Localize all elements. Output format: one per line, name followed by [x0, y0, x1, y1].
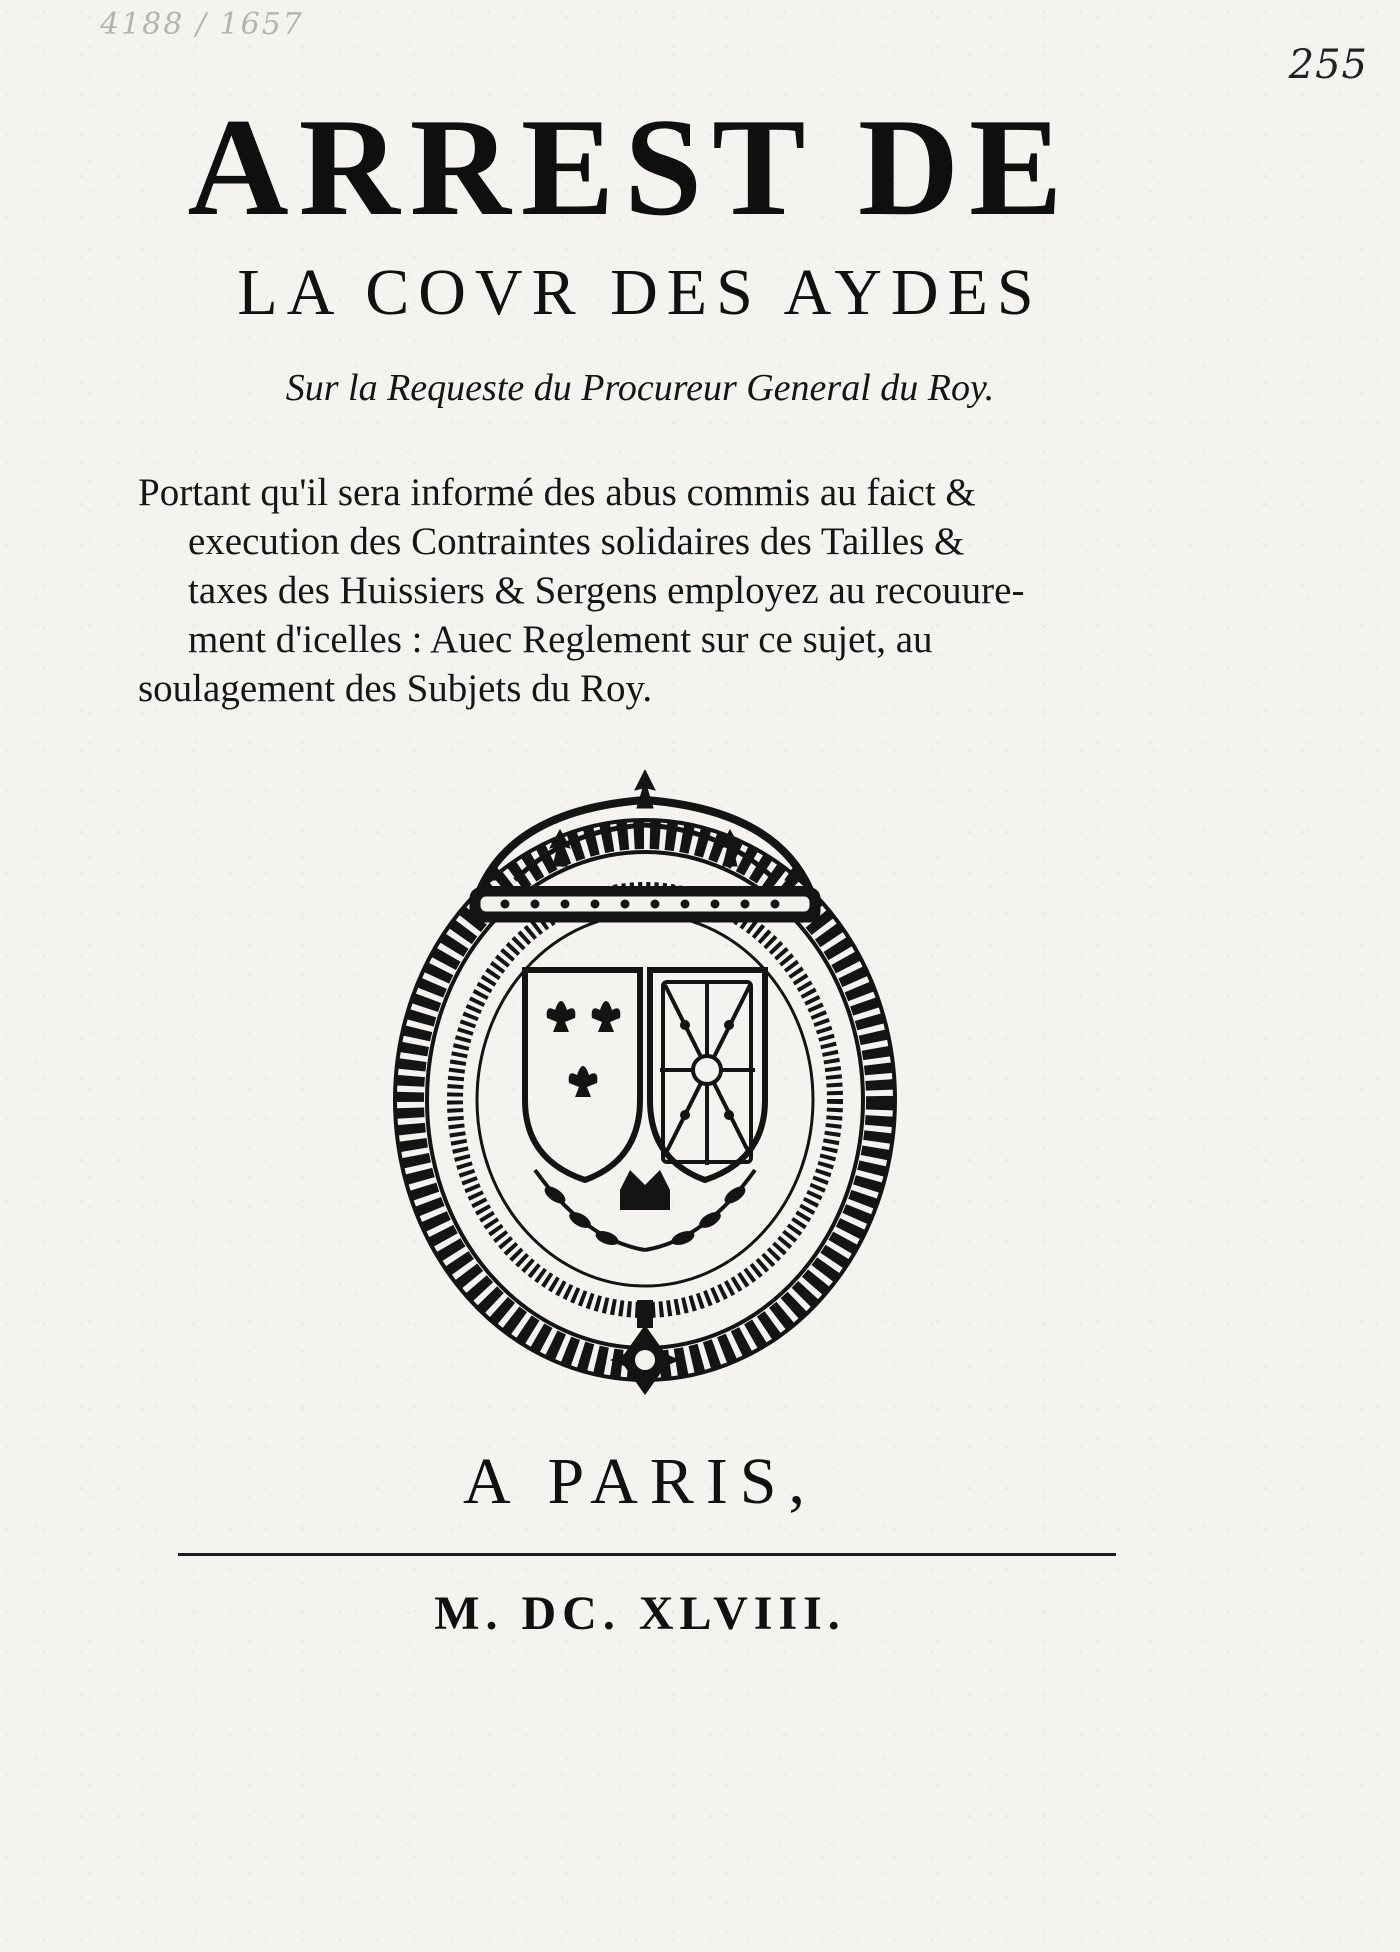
summary-line: Portant qu'il sera informé des abus commis au faict & — [138, 471, 976, 514]
title-line-2: LA COVR DES AYDES — [237, 256, 1043, 329]
title-line-1: ARREST DE — [187, 90, 1073, 245]
summary-line: taxes des Huissiers & Sergens employez au recouure- — [188, 569, 1025, 612]
summary-line: execution des Contraintes solidaires des Tailles & — [188, 520, 965, 563]
summary-line: ment d'icelles : Auec Reglement sur ce sujet, au — [188, 618, 933, 661]
subtitle: Sur la Requeste du Procureur General du Roy. — [285, 367, 995, 409]
horizontal-rule — [178, 1553, 1116, 1556]
summary-line: soulagement des Subjets du Roy. — [138, 667, 653, 710]
summary-paragraph — [138, 468, 1138, 713]
coat-of-arms-icon — [385, 770, 905, 1420]
imprint-date: M. DC. XLVIII. — [434, 1587, 846, 1640]
folio-number: 255 — [1288, 42, 1368, 88]
archive-shelfmark-note: 4188 / 1657 — [100, 7, 304, 42]
imprint-place: A PARIS, — [462, 1445, 818, 1518]
